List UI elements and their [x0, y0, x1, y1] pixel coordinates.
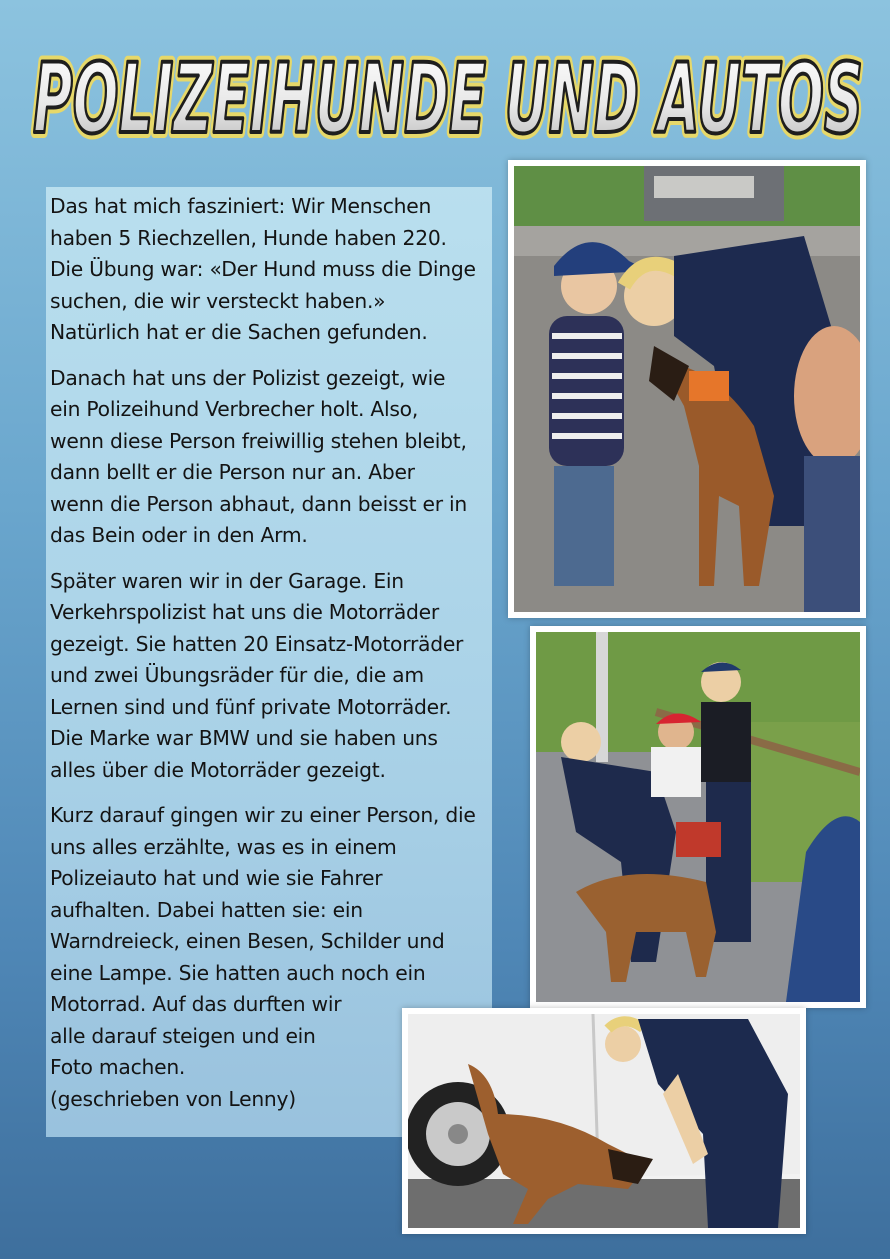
photo-dog-under-car	[402, 1008, 806, 1234]
text-line: Das hat mich fasziniert: Wir Menschen	[50, 194, 432, 218]
text-line: Warndreieck, einen Besen, Schilder und	[50, 929, 445, 953]
text-line: alle darauf steigen und ein	[50, 1023, 316, 1048]
text-line: ein Polizeihund Verbrecher holt. Also,	[50, 397, 419, 421]
text-line: dann bellt er die Person nur an. Aber	[50, 460, 415, 484]
page-title-glow: POLIZEIHUNDE UND AUTOS	[33, 43, 863, 155]
text-line: wenn diese Person freiwillig stehen bleibt,	[50, 428, 467, 453]
paragraph-police-dog	[50, 363, 492, 552]
text-line: das Bein oder in den Arm.	[50, 523, 308, 547]
text-line: wenn die Person abhaut, dann beisst er in	[50, 491, 468, 516]
text-line: und zwei Übungsräder für die, die am	[50, 663, 424, 687]
text-line: suchen, die wir versteckt haben.»	[50, 288, 386, 313]
text-line: Die Marke war BMW und sie haben uns	[50, 726, 438, 750]
text-line: Danach hat uns der Polizist gezeigt, wie	[50, 365, 446, 390]
text-line: Motorrad. Auf das durften wir	[50, 992, 342, 1016]
text-line: Kurz darauf gingen wir zu einer Person, die	[50, 803, 476, 827]
text-line: Später waren wir in der Garage. Ein	[50, 568, 404, 593]
text-line: haben 5 Riechzellen, Hunde haben 220.	[50, 225, 447, 250]
text-line: eine Lampe. Sie hatten auch noch ein	[50, 960, 426, 985]
text-line: aufhalten. Dabei hatten sie: ein	[50, 897, 363, 922]
paragraph-garage	[50, 566, 492, 787]
text-line: gezeigt. Sie hatten 20 Einsatz-Motorräder	[50, 631, 464, 656]
text-line: Natürlich hat er die Sachen gefunden.	[50, 320, 428, 344]
text-line: Lernen sind und fünf private Motorräder.	[50, 694, 452, 719]
page-title	[18, 22, 878, 162]
photo-girl-police-dog	[508, 160, 866, 618]
page-title-text: POLIZEIHUNDE UND AUTOS	[33, 43, 863, 155]
photo-officers-dogs-path	[530, 626, 866, 1008]
text-line: uns alles erzählte, was es in einem	[50, 834, 397, 859]
text-line: Verkehrspolizist hat uns die Motorräder	[50, 600, 439, 624]
text-line: Die Übung war: «Der Hund muss die Dinge	[50, 257, 476, 281]
article-text-panel	[46, 187, 492, 1137]
paragraph-smell	[50, 191, 492, 349]
text-line: alles über die Motorräder gezeigt.	[50, 757, 386, 782]
text-line: Polizeiauto hat und wie sie Fahrer	[50, 866, 383, 890]
author-credit: (geschrieben von Lenny)	[50, 1086, 296, 1111]
text-line: Foto machen.	[50, 1055, 186, 1079]
